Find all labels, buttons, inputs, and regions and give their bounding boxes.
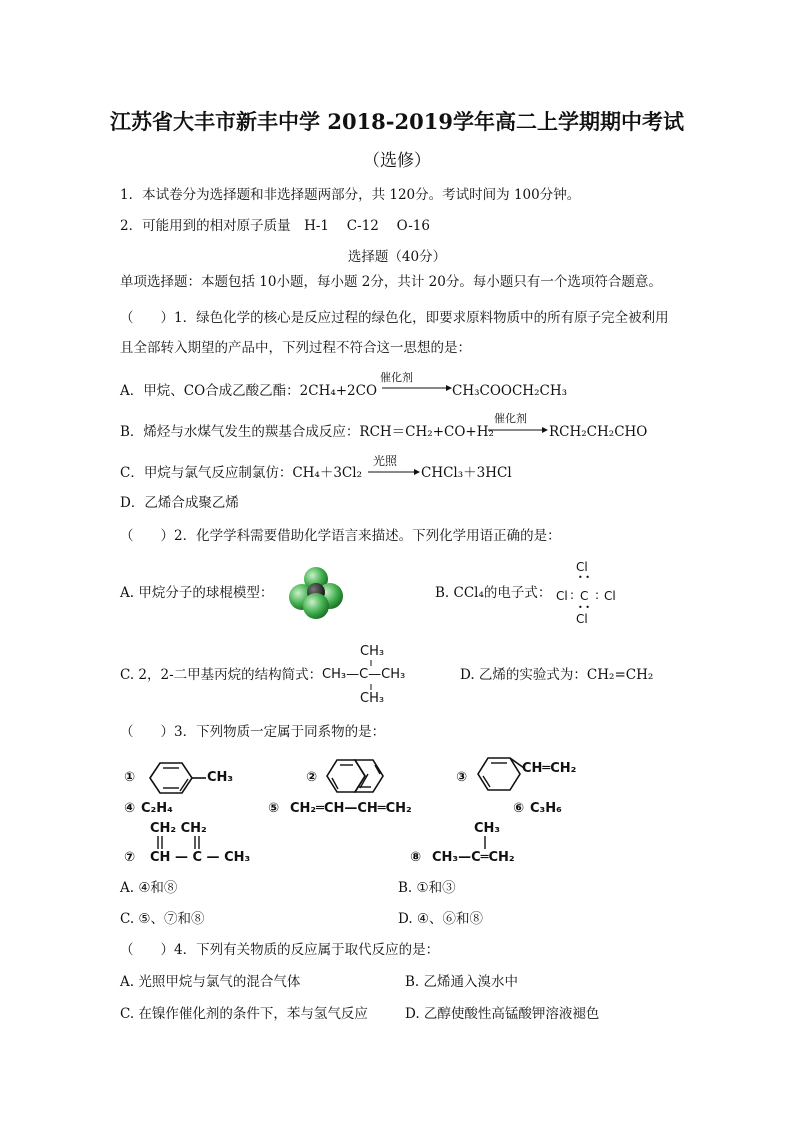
q1-stem-line1: （ ）1．绿色化学的核心是反应过程的绿色化，即要求原料物质中的所有原子完全被利用: [120, 310, 669, 326]
q3-m8-top: CH₃: [474, 821, 501, 836]
ccl4-top-cl: Cl: [576, 560, 588, 574]
q1-option-b-right: RCH₂CH₂CHO: [549, 424, 648, 440]
q3-label-4: ④: [124, 801, 136, 816]
ccl4-bottom-cl: Cl: [576, 612, 588, 626]
neopentane-top: CH₃: [360, 644, 385, 659]
q2-option-d: D. 乙烯的实验式为：CH₂=CH₂: [460, 667, 654, 683]
q2-stem: （ ）2．化学学科需要借助化学语言来描述。下列化学用语正确的是：: [120, 528, 561, 544]
ccl4-dots-bottom: • •: [578, 603, 590, 612]
toluene-ring: [144, 758, 204, 798]
q3-label-3: ③: [456, 770, 468, 785]
q2-option-b: B. CCl₄的电子式：: [435, 585, 552, 601]
q1-option-a-left: A．甲烷、CO合成乙酸乙酯：2CH₄+2CO: [120, 383, 378, 399]
q3-label-6: ⑥: [513, 801, 525, 816]
reaction-arrow-a: [382, 383, 452, 393]
q1-b-catalyst: 催化剂: [494, 412, 527, 425]
note-2: 2．可能用到的相对原子质量 H-1 C-12 O-16: [120, 218, 430, 234]
q4-option-a: A. 光照甲烷与氯气的混合气体: [120, 974, 301, 990]
q4-stem: （ ）4．下列有关物质的反应属于取代反应的是：: [120, 942, 440, 958]
ccl4-left-colon: :: [570, 588, 575, 602]
q3-m7-top: CH₂ CH₂: [150, 821, 207, 836]
ccl4-right-colon: :: [595, 588, 600, 602]
note-1: 1．本试卷分为选择题和非选择题两部分，共 120分。考试时间为 100分钟。: [120, 187, 581, 203]
neopentane-bottom: CH₃: [360, 691, 385, 706]
q3-m4: C₂H₄: [141, 801, 173, 816]
q1-stem-line2: 且全部转入期望的产品中，下列过程不符合这一思想的是：: [120, 340, 471, 356]
q3-m6: C₃H₆: [530, 801, 562, 816]
naphthalene-rings: [323, 752, 395, 800]
exam-subtitle: （选修）: [363, 151, 431, 171]
q3-label-7: ⑦: [124, 850, 136, 865]
q3-option-d: D. ④、⑥和⑧: [398, 911, 484, 927]
q3-option-b: B. ①和③: [398, 880, 456, 896]
q1-option-b-left: B．烯烃与水煤气发生的羰基合成反应：RCH＝CH₂+CO+H₂: [120, 424, 494, 440]
ccl4-center-c: C: [580, 589, 589, 603]
q4-option-d: D. 乙醇使酸性高锰酸钾溶液褪色: [405, 1006, 600, 1022]
ccl4-right-cl: Cl: [604, 589, 616, 603]
q1-option-a-right: CH₃COOCH₂CH₃: [452, 383, 568, 399]
q4-option-b: B. 乙烯通入溴水中: [405, 974, 519, 990]
q3-option-a: A. ④和⑧: [120, 880, 178, 896]
q1-option-d: D．乙烯合成聚乙烯: [120, 495, 239, 511]
q1-c-light: 光照: [373, 454, 398, 468]
q3-m7-bottom: CH — C — CH₃: [150, 850, 251, 865]
q3-option-c: C. ⑤、⑦和⑧: [120, 911, 205, 927]
q3-m5: CH₂═CH—CH═CH₂: [290, 801, 412, 816]
reaction-arrow-c: [368, 467, 420, 477]
ccl4-left-cl: Cl: [556, 589, 568, 603]
q3-m3-vinyl: CH═CH₂: [522, 761, 577, 776]
ccl4-dots-top: • •: [578, 573, 590, 582]
neopentane-middle: CH₃—C—CH₃: [322, 667, 406, 682]
q3-label-8: ⑧: [410, 850, 422, 865]
q3-stem: （ ）3．下列物质一定属于同系物的是：: [120, 724, 386, 740]
q3-label-2: ②: [306, 770, 318, 785]
reaction-arrow-b: [488, 425, 548, 435]
q3-label-5: ⑤: [268, 801, 280, 816]
section-instruction: 单项选择题：本题包括 10小题，每小题 2分，共计 20分。每小题只有一个选项符合题意。: [120, 274, 662, 290]
q2-option-a: A. 甲烷分子的球棍模型：: [120, 585, 274, 601]
exam-title: 江苏省大丰市新丰中学 2018-2019学年高二上学期期中考试: [110, 109, 684, 134]
q2-option-c: C. 2，2-二甲基丙烷的结构简式：: [120, 667, 323, 683]
q3-label-1: ①: [124, 770, 136, 785]
q4-option-c: C. 在镍作催化剂的条件下，苯与氢气反应: [120, 1006, 368, 1022]
q1-option-c-right: CHCl₃＋3HCl: [421, 465, 512, 481]
methane-space-filling-model: [286, 565, 346, 620]
q3-m8-bottom: CH₃—C═CH₂: [432, 850, 515, 865]
q1-option-c-left: C．甲烷与氯气反应制氯仿：CH₄＋3Cl₂: [120, 465, 362, 481]
q3-m1-ch3: CH₃: [207, 770, 234, 785]
q1-a-catalyst: 催化剂: [380, 371, 413, 384]
section-title: 选择题（40分）: [347, 249, 447, 265]
